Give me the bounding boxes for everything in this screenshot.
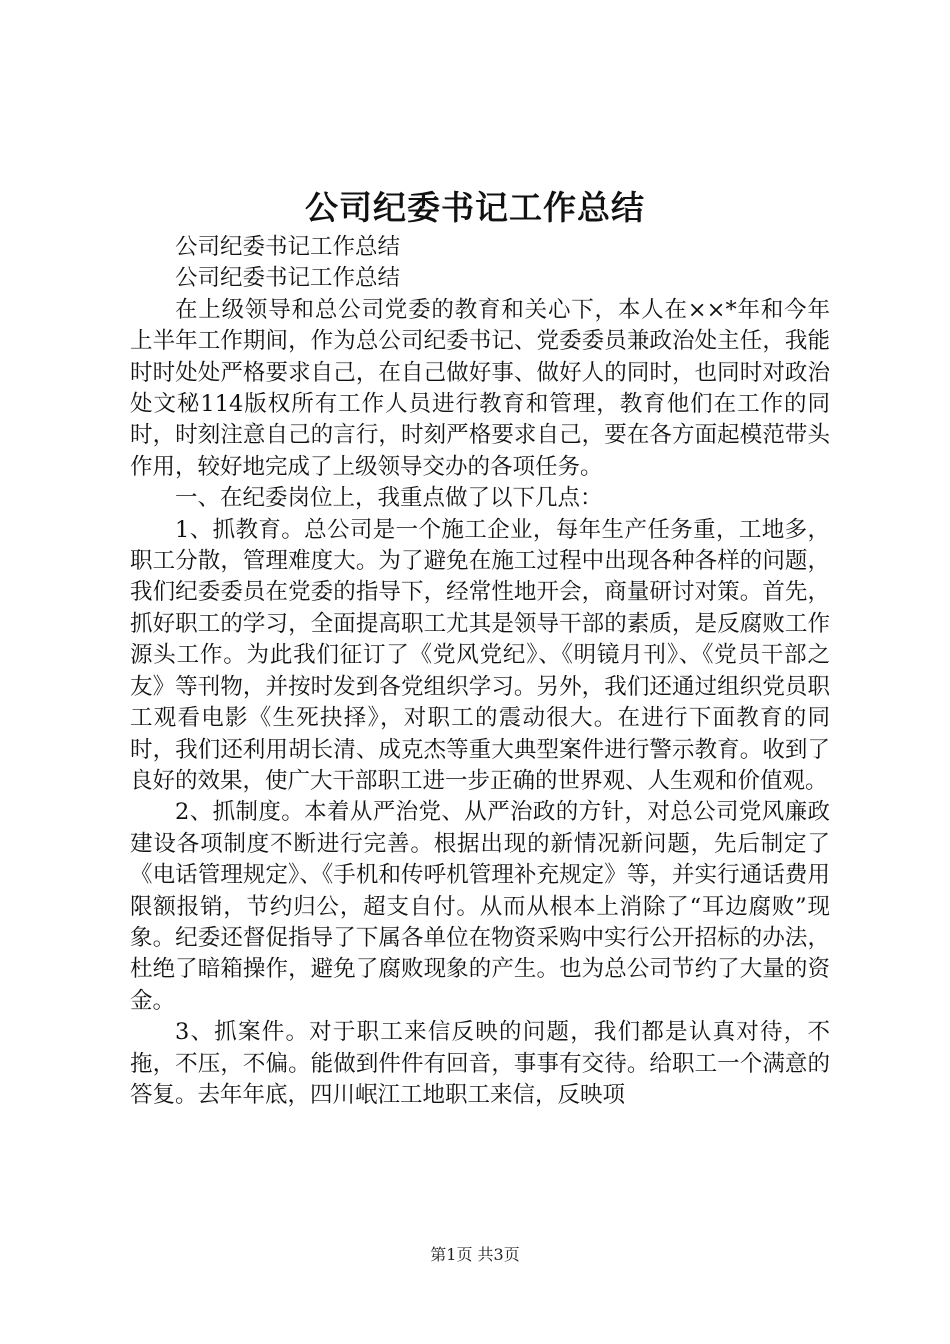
subtitle-line: 公司纪委书记工作总结 <box>175 234 401 260</box>
section-heading: 一、在纪委岗位上，我重点做了以下几点： <box>175 485 603 512</box>
body-paragraph: 2、抓制度。本着从严治党、从严治政的方针，对总公司党风廉政建设各项制度不断进行完善。根据出现的新情况新问题，先后制定了《电话管理规定》、《手机和传呼机管理补充规定》等，并实行通话费用限额报销，节约归公，超支自付。从而从根本上消除了“耳边腐败”现象。纪委还督促指导了下属各单位在物资采购中实行公开招标的办法，杜绝了暗箱操作，避免了腐败现象的产生。也为总公司节约了大量的资金。 <box>130 799 830 1014</box>
body-paragraph: 3、抓案件。对于职工来信反映的问题，我们都是认真对待，不拖，不压，不偏。能做到件件有回音，事事有交待。给职工一个满意的答复。去年年底，四川岷江工地职工来信，反映项 <box>130 1019 830 1108</box>
page-number-footer: 第1页 共3页 <box>430 1245 520 1264</box>
body-paragraph: 在上级领导和总公司党委的教育和关心下，本人在××*年和今年上半年工作期间，作为总公司纪委书记、党委委员兼政治处主任，我能时时处处严格要求自己，在自己做好事、做好人的同时，也同时对政治处文秘114版权所有工作人员进行教育和管理，教育他们在工作的同时，时刻注意自己的言行，时刻严格要求自己，要在各方面起模范带头作用，较好地完成了上级领导交办的各项任务。 <box>130 296 830 480</box>
document-title: 公司纪委书记工作总结 <box>305 188 645 227</box>
document-body <box>130 232 830 1111</box>
body-paragraph: 1、抓教育。总公司是一个施工企业，每年生产任务重，工地多，职工分散，管理难度大。为了避免在施工过程中出现各种各样的问题，我们纪委委员在党委的指导下，经常性地开会，商量研讨对策。首先，抓好职工的学习，全面提高职工尤其是领导干部的素质，是反腐败工作源头工作。为此我们征订了《党风党纪》、《明镜月刊》、《党员干部之友》等刊物，并按时发到各党组织学习。另外，我们还通过组织党员职工观看电影《生死抉择》，对职工的震动很大。在进行下面教育的同时，我们还利用胡长清、成克杰等重大典型案件进行警示教育。收到了良好的效果，使广大干部职工进一步正确的世界观、人生观和价值观。 <box>130 516 830 794</box>
subtitle-line: 公司纪委书记工作总结 <box>175 265 401 292</box>
